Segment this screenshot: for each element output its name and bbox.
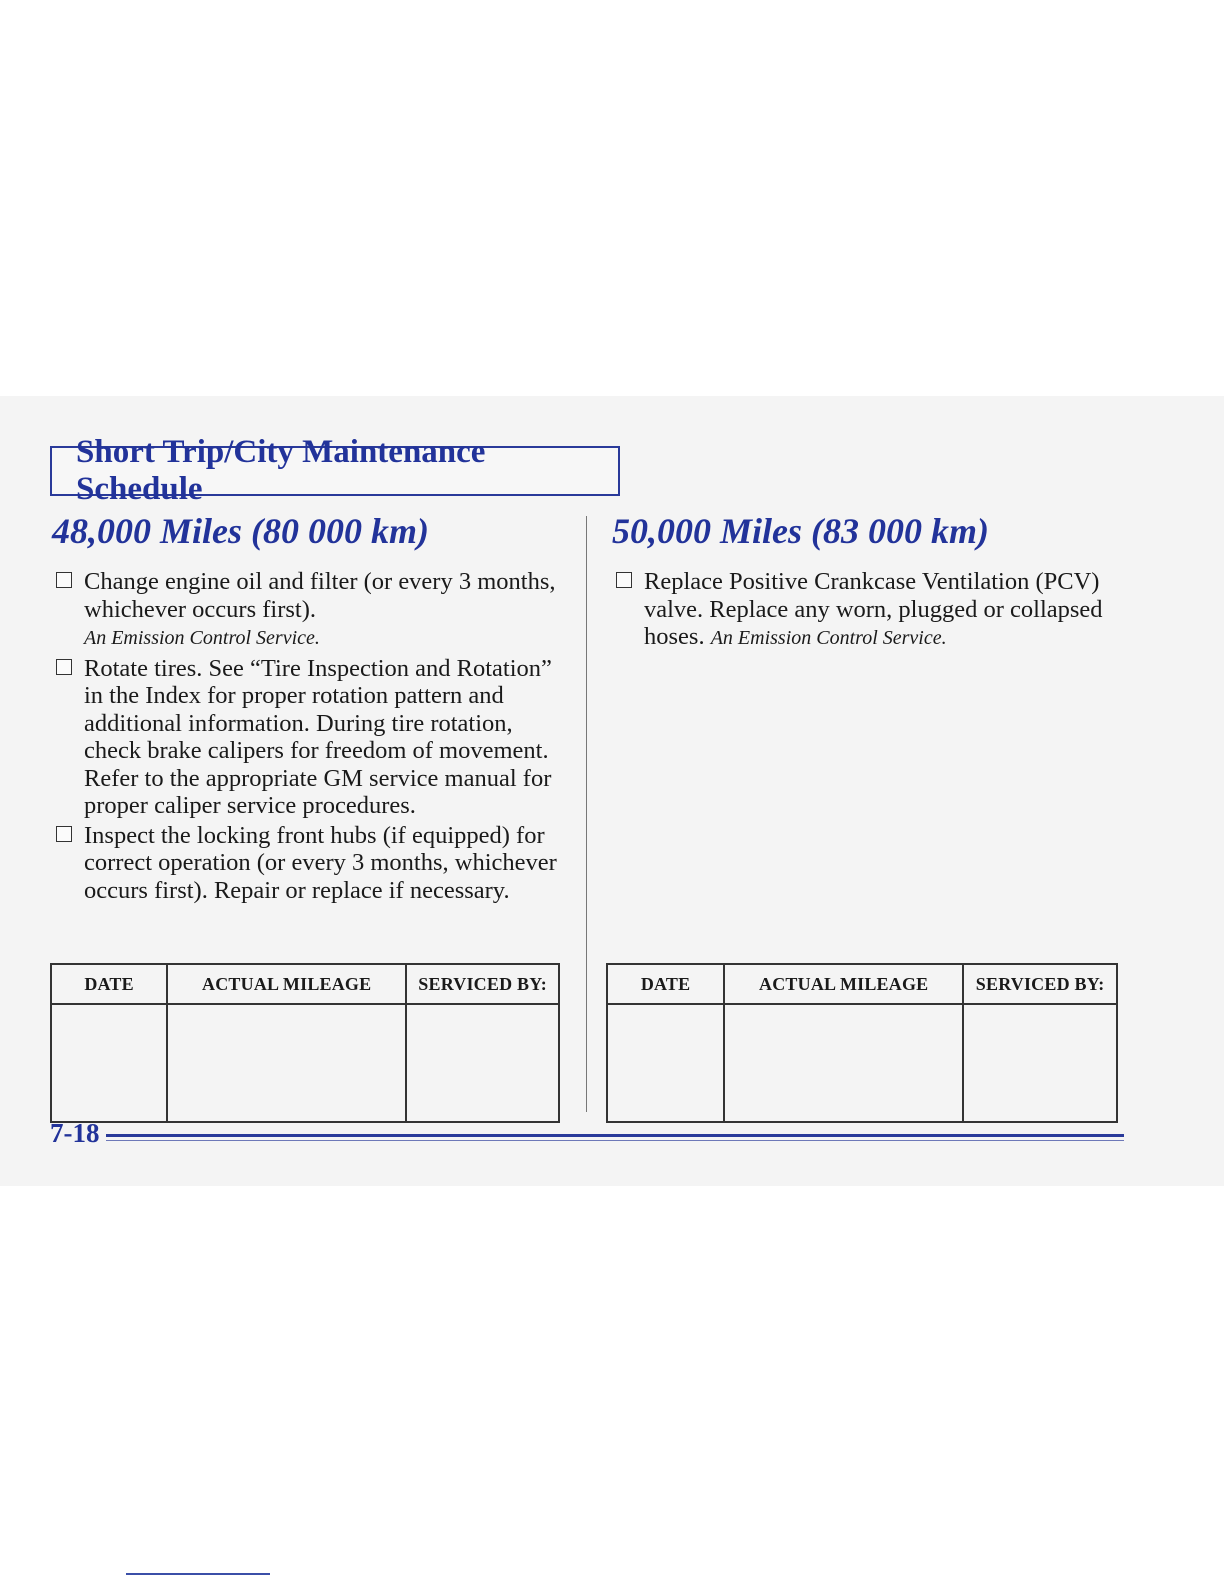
- log-header-mileage: ACTUAL MILEAGE: [724, 964, 963, 1004]
- footer-rule-thin: [106, 1140, 1124, 1141]
- mileage-heading-48000: 48,000 Miles (80 000 km): [52, 511, 429, 551]
- log-cell-mileage[interactable]: [724, 1004, 963, 1122]
- item-text: Change engine oil and filter (or every 3 months, whichever occurs first).: [84, 568, 556, 623]
- checkbox[interactable]: [616, 572, 632, 588]
- checklist-item-rotate-tires: [52, 655, 572, 820]
- log-cell-serviced-by[interactable]: [406, 1004, 559, 1122]
- mileage-heading-50000: 50,000 Miles (83 000 km): [612, 511, 989, 551]
- scan-mark: [126, 1573, 270, 1575]
- log-header-mileage: ACTUAL MILEAGE: [167, 964, 406, 1004]
- item-text: Replace Positive Crankcase Ventilation (PCV) valve. Replace any worn, plugged or collapsed hoses.: [644, 568, 1103, 650]
- item-text: Rotate tires. See “Tire Inspection and Rotation” in the Index for proper rotation pattern and additional information. During tire rotation, check brake calipers for freedom of movement. Refer to the appropriate GM service manual for proper caliper service procedures.: [84, 654, 552, 819]
- emission-note: An Emission Control Service.: [84, 627, 320, 649]
- checkbox[interactable]: [56, 659, 72, 675]
- schedule-title: Short Trip/City Maintenance Schedule: [50, 446, 620, 496]
- log-header-date: DATE: [607, 964, 724, 1004]
- checkbox[interactable]: [56, 826, 72, 842]
- log-header-serviced-by: SERVICED BY:: [406, 964, 559, 1004]
- log-cell-date[interactable]: [51, 1004, 167, 1122]
- log-cell-serviced-by[interactable]: [963, 1004, 1117, 1122]
- service-log-table-48000: [50, 963, 560, 1123]
- checkbox[interactable]: [56, 572, 72, 588]
- emission-note: An Emission Control Service.: [710, 627, 947, 649]
- checklist-item-pcv-valve: [612, 568, 1132, 653]
- page-number: 7-18: [50, 1118, 100, 1148]
- checklist-item-locking-hubs: [52, 822, 572, 905]
- log-cell-date[interactable]: [607, 1004, 724, 1122]
- left-checklist: [52, 568, 572, 906]
- log-header-serviced-by: SERVICED BY:: [963, 964, 1117, 1004]
- item-text: Inspect the locking front hubs (if equipped) for correct operation (or every 3 months, whichever occurs first). Repair or replace if necessary.: [84, 821, 557, 904]
- right-checklist: [612, 568, 1132, 655]
- footer-rule: [106, 1134, 1124, 1137]
- log-cell-mileage[interactable]: [167, 1004, 406, 1122]
- column-divider: [586, 516, 587, 1112]
- service-log-table-50000: [606, 963, 1118, 1123]
- log-header-date: DATE: [51, 964, 167, 1004]
- checklist-item-oil-change: [52, 568, 572, 653]
